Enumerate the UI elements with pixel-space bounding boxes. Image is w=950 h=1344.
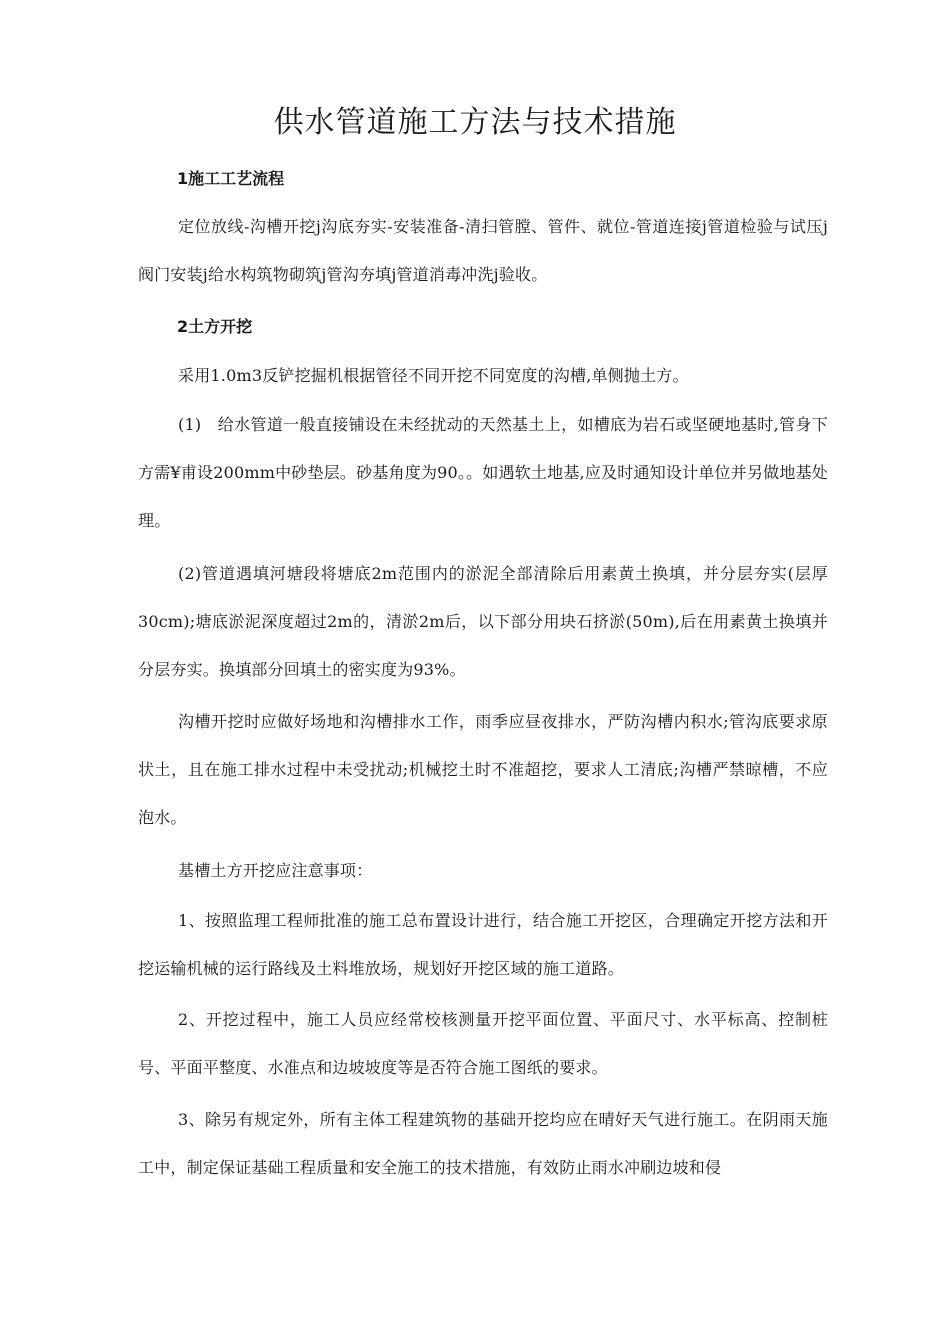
list-item-3: 3、除另有规定外，所有主体工程建筑物的基础开挖均应在晴好天气进行施工。在阴雨天施工中，制定保证基础工程质量和安全施工的技术措施，有效防止雨水冲刷边坡和侵 xyxy=(138,1110,828,1177)
paragraph-excavator: 采用1.0m3反铲挖掘机根据管径不同开挖不同宽度的沟槽,单侧抛土方。 xyxy=(178,366,689,385)
document-title: 供水管道施工方法与技术措施 xyxy=(273,105,677,140)
paragraph-item-1: (1) 给水管道一般直接铺设在未经扰动的天然基土上，如槽底为岩石或坚硬地基时,管身下方需¥甫设200mm中砂垫层。砂基角度为90。。如遇软土地基,应及时通知设计单位并另做地基处理。 xyxy=(138,415,828,530)
list-item-2: 2、开挖过程中，施工人员应经常校核测量开挖平面位置、平面尺寸、水平标高、控制桩号、平面平整度、水准点和边坡坡度等是否符合施工图纸的要求。 xyxy=(138,1010,828,1077)
paragraph-item-2: (2)管道遇填河塘段将塘底2m范围内的淤泥全部清除后用素黄土换填，并分层夯实(层厚30cm);塘底淤泥深度超过2m的，清淤2m后，以下部分用块石挤淤(50m),后在用素黄土换填并分层夯实。换填部分回填土的密实度为93%。 xyxy=(138,564,828,679)
list-item-1: 1、按照监理工程师批准的施工总布置设计进行，结合施工开挖区，合理确定开挖方法和开挖运输机械的运行路线及土料堆放场，规划好开挖区域的施工道路。 xyxy=(138,911,828,978)
section-heading-process: 1施工工艺流程 xyxy=(177,169,285,188)
paragraph-process-flow: 定位放线-沟槽开挖j沟底夯实-安装准备-清扫管膛、管件、就位-管道连接j管道检验与试压j阀门安装j给水构筑物砌筑j管沟夯填j管道消毒冲洗j验收。 xyxy=(138,217,828,284)
paragraph-trench-drainage: 沟槽开挖时应做好场地和沟槽排水工作，雨季应昼夜排水，严防沟槽内积水;管沟底要求原状土，且在施工排水过程中未受扰动;机械挖土时不准超挖，要求人工清底;沟槽严禁晾槽，不应泡水。 xyxy=(138,712,828,827)
paragraph-notes-intro: 基槽土方开挖应注意事项： xyxy=(178,861,373,880)
section-heading-earthwork: 2土方开挖 xyxy=(177,317,253,336)
